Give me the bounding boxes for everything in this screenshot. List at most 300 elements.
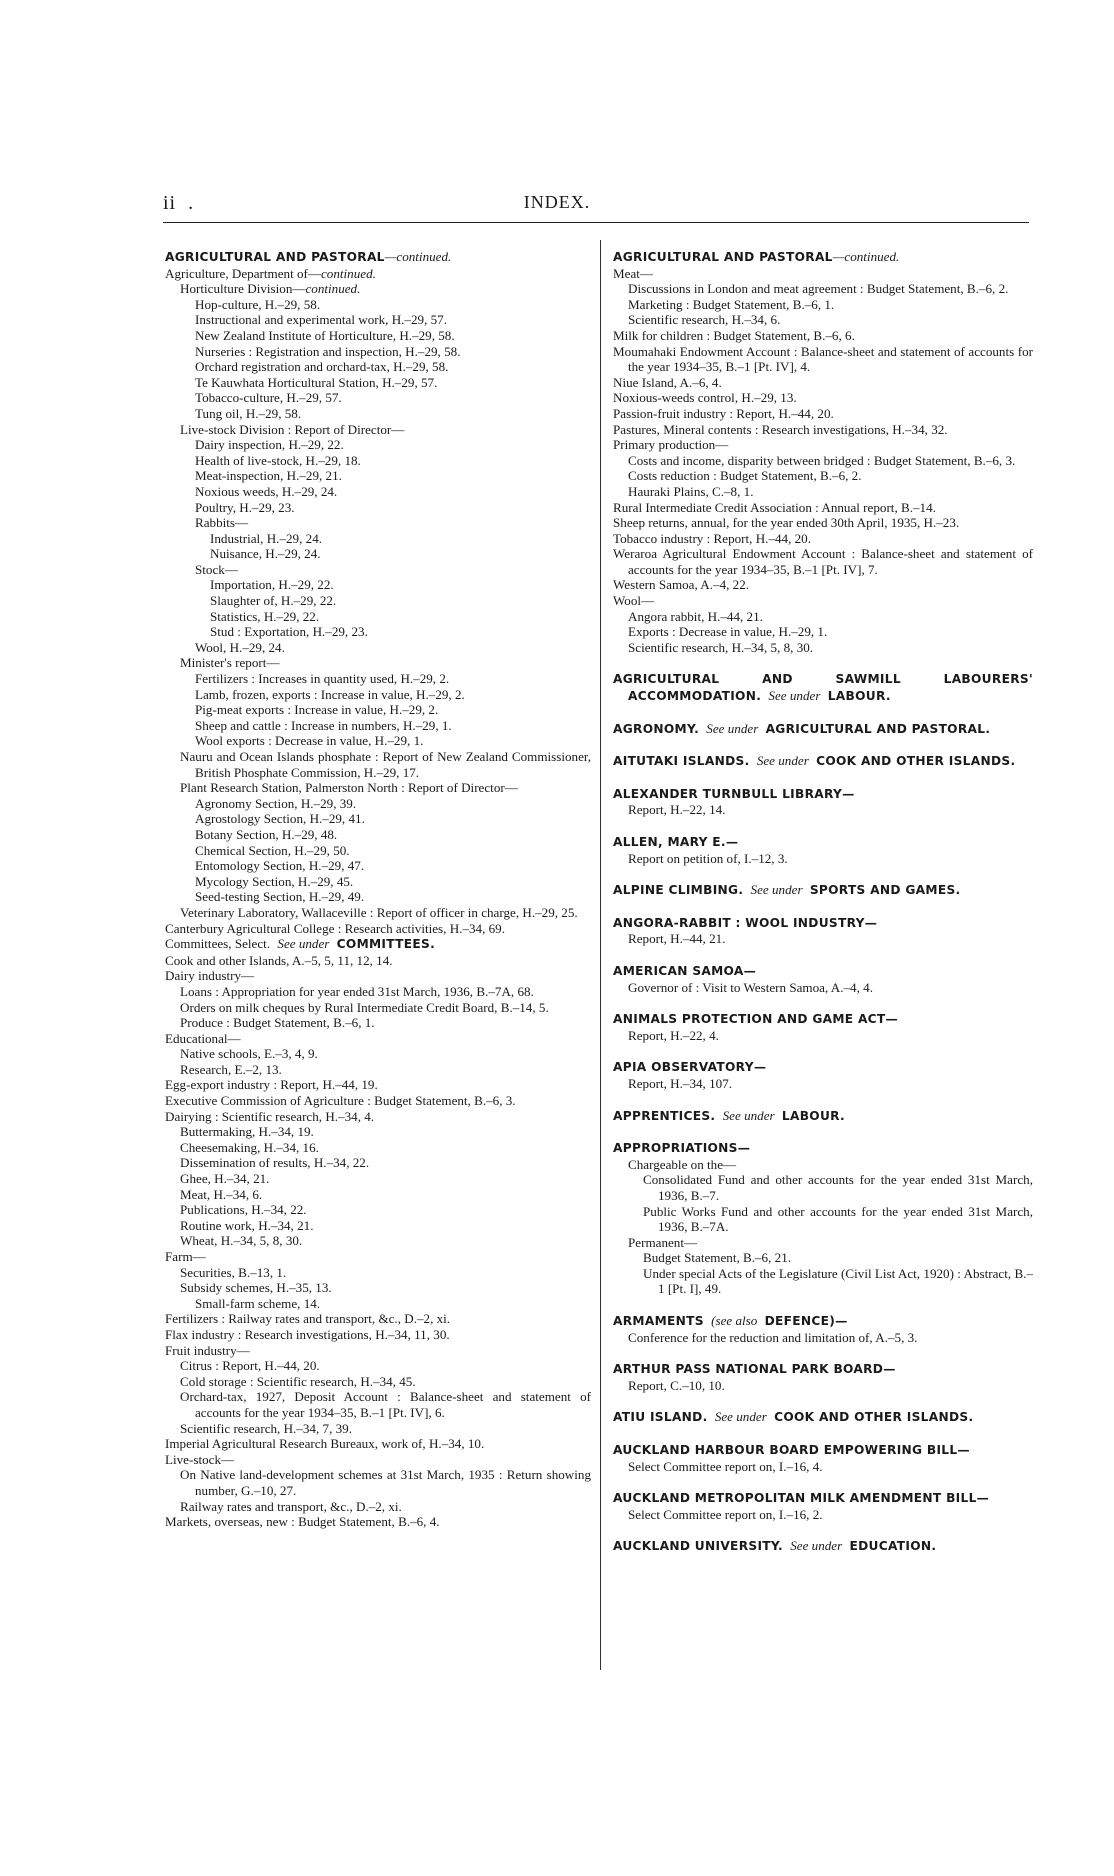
left-column (165, 249, 591, 1530)
entry-text: Noxious-weeds control, H.–29, 13. (613, 390, 797, 406)
heading-text: AGRICULTURAL AND PASTORAL (165, 250, 385, 264)
entry-text: Markets, overseas, new : Budget Statement, B.–6, 4. (165, 1514, 440, 1530)
index-heading (613, 1538, 1033, 1555)
index-entry (613, 344, 1033, 375)
index-entry (613, 593, 1033, 609)
index-entry (165, 733, 591, 749)
continued-label: —continued. (384, 249, 452, 264)
index-entry (613, 1378, 1033, 1394)
index-entry (165, 687, 591, 703)
page-number-text: ii (163, 192, 177, 214)
entry-text: Select Committee report on, I.–16, 4. (628, 1458, 823, 1474)
entry-text: Tung oil, H.–29, 58. (195, 405, 302, 421)
index-entry (165, 827, 591, 843)
entry-text: Slaughter of, H.–29, 22. (210, 593, 337, 609)
index-heading (613, 1361, 1033, 1378)
entry-text: Horticulture Division— (180, 281, 306, 297)
entry-text: Costs and income, disparity between bridged : Budget Statement, B.–6, 3. (628, 452, 1016, 468)
entry-text: Seed-testing Section, H.–29, 49. (195, 889, 365, 905)
index-entry (165, 468, 591, 484)
index-entry (165, 843, 591, 859)
cross-reference-target: COOK AND OTHER ISLANDS. (774, 1410, 974, 1425)
index-entry (165, 1140, 591, 1156)
column-divider (600, 240, 601, 1670)
see-under-label: (see also (711, 1313, 758, 1329)
index-heading (613, 249, 1033, 266)
continued-label: continued. (320, 265, 376, 281)
entry-text: Report, H.–22, 14. (628, 802, 726, 818)
index-entry (165, 1327, 591, 1343)
index-entry (613, 1266, 1033, 1297)
entry-text: Wool exports : Decrease in value, H.–29, 1. (195, 733, 424, 749)
entry-text: Weraroa Agricultural Endowment Account : Balance-sheet and statement of accounts for the year 1934–35, B.–1 [Pt. IV], 7. (613, 546, 1033, 577)
index-entry (165, 1436, 591, 1452)
entry-text: Stock— (195, 561, 238, 577)
entry-text: Wool— (613, 593, 655, 609)
entry-text: Veterinary Laboratory, Wallaceville : Report of officer in charge, H.–29, 25. (180, 904, 578, 920)
entry-text: Marketing : Budget Statement, B.–6, 1. (628, 296, 835, 312)
heading-text: AGRONOMY. (613, 721, 700, 736)
entry-text: Dairy industry— (165, 968, 255, 984)
heading-text: ARMAMENTS (613, 1314, 704, 1329)
entry-text: Discussions in London and meat agreement : Budget Statement, B.–6, 2. (628, 281, 1009, 297)
index-entry (165, 702, 591, 718)
entry-text: Select Committee report on, I.–16, 2. (628, 1506, 823, 1522)
entry-text: Orchard registration and orchard-tax, H.–29, 58. (195, 359, 449, 375)
entry-text: Niue Island, A.–6, 4. (613, 374, 722, 390)
index-entry (613, 297, 1033, 313)
index-entry (165, 1187, 591, 1203)
index-entry (165, 422, 591, 438)
index-entry (165, 546, 591, 562)
entry-text: Report, H.–22, 4. (628, 1027, 719, 1043)
index-entry (165, 453, 591, 469)
entry-text: Public Works Fund and other accounts for the year ended 31st March, 1936, B.–7A. (643, 1203, 1033, 1235)
index-entry (165, 593, 591, 609)
entry-text: Meat— (613, 265, 653, 281)
index-heading (613, 786, 1033, 803)
index-entry (613, 515, 1033, 531)
right-column (613, 249, 1033, 1555)
heading-text: ANIMALS PROTECTION AND GAME ACT— (613, 1012, 899, 1027)
index-heading (613, 1442, 1033, 1459)
index-entry (165, 1031, 591, 1047)
index-entry (613, 1076, 1033, 1092)
entry-text: Wool, H.–29, 24. (195, 639, 285, 655)
see-under-label: See under (750, 882, 803, 898)
index-entry (613, 484, 1033, 500)
index-entry (613, 1235, 1033, 1251)
index-entry (165, 1046, 591, 1062)
page-number-dot: . (188, 192, 195, 214)
index-entry (165, 375, 591, 391)
index-entry (613, 312, 1033, 328)
index-entry (613, 1507, 1033, 1523)
index-heading (613, 882, 1033, 899)
index-entry (165, 531, 591, 547)
entry-text: Orders on milk cheques by Rural Intermediate Credit Board, B.–14, 5. (180, 999, 549, 1015)
heading-text: AMERICAN SAMOA— (613, 963, 757, 978)
index-entry (165, 1499, 591, 1515)
entry-text: Citrus : Report, H.–44, 20. (180, 1358, 320, 1374)
entry-text: Live-stock— (165, 1451, 235, 1467)
entry-text: Scientific research, H.–34, 7, 39. (180, 1420, 352, 1436)
index-entry (165, 889, 591, 905)
entry-text: Committees, Select. (165, 936, 271, 952)
see-under-label: See under (790, 1538, 843, 1554)
entry-text: Small-farm scheme, 14. (195, 1295, 321, 1311)
index-heading (613, 963, 1033, 980)
entry-text: Report, H.–34, 107. (628, 1075, 733, 1091)
entry-text: Under special Acts of the Legislature (Civil List Act, 1920) : Abstract, B.–1 [Pt. I], 49. (643, 1265, 1033, 1297)
entry-text: Milk for children : Budget Statement, B.–6, 6. (613, 327, 855, 343)
cross-reference-target: EDUCATION. (849, 1539, 937, 1554)
index-entry (613, 1250, 1033, 1266)
entry-text: Pastures, Mineral contents : Research investigations, H.–34, 32. (613, 421, 948, 437)
see-under-label: See under (756, 753, 809, 769)
entry-text: Botany Section, H.–29, 48. (195, 826, 338, 842)
entry-text: Exports : Decrease in value, H.–29, 1. (628, 624, 828, 640)
heading-text: AUCKLAND UNIVERSITY. (613, 1539, 783, 1554)
entry-text: Orchard-tax, 1927, Deposit Account : Balance-sheet and statement of accounts for the year 1934–35, B.–1 [Pt. IV], 6. (180, 1389, 591, 1420)
entry-text: Nuisance, H.–29, 24. (210, 546, 321, 562)
entry-text: Lamb, frozen, exports : Increase in value, H.–29, 2. (195, 686, 465, 702)
index-entry (613, 281, 1033, 297)
index-entry (613, 980, 1033, 996)
entry-text: Dissemination of results, H.–34, 22. (180, 1155, 370, 1171)
index-entry (165, 1467, 591, 1498)
entry-text: Governor of : Visit to Western Samoa, A.–4, 4. (628, 979, 873, 995)
entry-text: Live-stock Division : Report of Director— (180, 421, 405, 437)
entry-text: Subsidy schemes, H.–35, 13. (180, 1280, 332, 1296)
index-heading (613, 834, 1033, 851)
index-entry (165, 624, 591, 640)
index-entry (165, 1093, 591, 1109)
entry-text: Scientific research, H.–34, 6. (628, 312, 781, 328)
index-entry (165, 796, 591, 812)
entry-text: Report on petition of, I.–12, 3. (628, 850, 788, 866)
heading-text: ALLEN, MARY E.— (613, 835, 739, 849)
entry-text: Sheep returns, annual, for the year ended 30th April, 1935, H.–23. (613, 515, 960, 531)
index-heading (613, 1140, 1033, 1157)
entry-text: Fertilizers : Railway rates and transport, &c., D.–2, xi. (165, 1311, 451, 1327)
entry-text: New Zealand Institute of Horticulture, H.–29, 58. (195, 327, 455, 343)
entry-text: Passion-fruit industry : Report, H.–44, 20. (613, 405, 834, 421)
entry-text: Agriculture, Department of— (165, 265, 321, 281)
entry-text: Cheesemaking, H.–34, 16. (180, 1139, 319, 1155)
entry-text: Nurseries : Registration and inspection, H.–29, 58. (195, 343, 461, 359)
index-entry (165, 874, 591, 890)
entry-text: Hop-culture, H.–29, 58. (195, 296, 321, 312)
entry-text: Moumahaki Endowment Account : Balance-sheet and statement of accounts for the year 1934–35, B.–1 [Pt. IV], 4. (613, 343, 1033, 375)
entry-text: Tobacco-culture, H.–29, 57. (195, 390, 342, 406)
index-entry (613, 266, 1033, 282)
index-entry (165, 1218, 591, 1234)
entry-text: Health of live-stock, H.–29, 18. (195, 452, 361, 468)
heading-text: AUCKLAND METROPOLITAN MILK AMENDMENT BILL— (613, 1491, 990, 1506)
entry-text: Research, E.–2, 13. (180, 1061, 282, 1077)
index-entry (613, 422, 1033, 438)
see-under-label: See under (768, 688, 821, 704)
cross-reference-target: LABOUR. (781, 1108, 845, 1123)
index-entry (165, 1452, 591, 1468)
entry-text: Meat-inspection, H.–29, 21. (195, 468, 342, 484)
see-under-label: See under (714, 1409, 767, 1425)
index-entry (165, 780, 591, 796)
index-heading (613, 915, 1033, 932)
cross-reference-target: DEFENCE)— (764, 1314, 848, 1329)
index-entry (165, 344, 591, 360)
entry-text: Angora rabbit, H.–44, 21. (628, 608, 763, 624)
index-entry (165, 1124, 591, 1140)
index-entry (165, 328, 591, 344)
index-entry (165, 968, 591, 984)
index-heading (613, 1108, 1033, 1125)
index-heading (613, 753, 1033, 770)
heading-text: AITUTAKI ISLANDS. (613, 754, 750, 769)
entry-text: Buttermaking, H.–34, 19. (180, 1124, 314, 1140)
entry-text: Routine work, H.–34, 21. (180, 1217, 314, 1233)
index-entry (613, 375, 1033, 391)
index-entry (165, 984, 591, 1000)
index-heading (613, 671, 1033, 704)
entry-text: Entomology Section, H.–29, 47. (195, 858, 365, 874)
index-entry (165, 1109, 591, 1125)
entry-text: Farm— (165, 1249, 206, 1264)
index-entry (613, 577, 1033, 593)
entry-text: Te Kauwhata Horticultural Station, H.–29, 57. (195, 374, 438, 390)
index-entry (613, 1459, 1033, 1475)
index-entry (613, 468, 1033, 484)
index-entry (165, 1421, 591, 1437)
index-entry (613, 1028, 1033, 1044)
entry-text: Wheat, H.–34, 5, 8, 30. (180, 1233, 303, 1249)
index-entry (165, 811, 591, 827)
index-entry (165, 1514, 591, 1530)
entry-text: Budget Statement, B.–6, 21. (643, 1250, 792, 1266)
entry-text: Consolidated Fund and other accounts for the year ended 31st March, 1936, B.–7. (643, 1172, 1033, 1203)
index-entry (165, 281, 591, 297)
continued-label: continued. (305, 281, 361, 297)
index-entry (613, 1204, 1033, 1235)
heading-text: APIA OBSERVATORY— (613, 1060, 767, 1075)
entry-text: Industrial, H.–29, 24. (210, 530, 323, 546)
index-entry (613, 609, 1033, 625)
index-entry (165, 1296, 591, 1312)
index-entry (165, 905, 591, 921)
heading-text: APPROPRIATIONS— (613, 1141, 751, 1156)
index-entry (165, 1015, 591, 1031)
entry-text: Fertilizers : Increases in quantity used, H.–29, 2. (195, 671, 450, 687)
entry-text: Educational— (165, 1030, 241, 1046)
entry-text: Imperial Agricultural Research Bureaux, work of, H.–34, 10. (165, 1436, 485, 1452)
index-entry (165, 953, 591, 969)
index-entry (165, 1077, 591, 1093)
entry-text: Permanent— (628, 1234, 698, 1250)
entry-text: Railway rates and transport, &c., D.–2, xi. (180, 1498, 402, 1514)
index-entry (165, 1171, 591, 1187)
index-heading (613, 1011, 1033, 1028)
index-entry (165, 1155, 591, 1171)
index-heading (613, 1059, 1033, 1076)
index-entry (165, 936, 591, 953)
entry-text: Produce : Budget Statement, B.–6, 1. (180, 1015, 375, 1031)
entry-text: Tobacco industry : Report, H.–44, 20. (613, 530, 812, 546)
index-entry (165, 1000, 591, 1016)
index-entry (165, 312, 591, 328)
entry-text: Dairying : Scientific research, H.–34, 4. (165, 1108, 375, 1124)
entry-text: Agronomy Section, H.–29, 39. (195, 795, 357, 811)
entry-text: Cold storage : Scientific research, H.–34, 45. (180, 1373, 416, 1389)
heading-text: ALEXANDER TURNBULL LIBRARY— (613, 786, 855, 801)
index-entry (165, 266, 591, 282)
index-entry (613, 328, 1033, 344)
heading-text: ATIU ISLAND. (613, 1410, 708, 1425)
index-entry (165, 437, 591, 453)
heading-text: ARTHUR PASS NATIONAL PARK BOARD— (613, 1362, 896, 1377)
cross-reference-target: LABOUR. (827, 689, 891, 704)
index-entry (613, 390, 1033, 406)
see-under-label: See under (706, 720, 759, 736)
entry-text: Nauru and Ocean Islands phosphate : Report of New Zealand Commissioner, British Phosphate Commission, H.–29, 17. (180, 749, 591, 780)
entry-text: Rabbits— (195, 515, 249, 531)
page-title: INDEX. (523, 192, 591, 212)
entry-text: Rural Intermediate Credit Association : Annual report, B.–14. (613, 499, 936, 515)
index-heading (613, 721, 1033, 738)
index-entry (165, 515, 591, 531)
entry-text: Cook and other Islands, A.–5, 5, 11, 12, 14. (165, 952, 393, 968)
index-entry (165, 718, 591, 734)
index-entry (613, 802, 1033, 818)
index-entry (165, 1280, 591, 1296)
index-entry (613, 1157, 1033, 1173)
index-heading (613, 1490, 1033, 1507)
entry-text: Statistics, H.–29, 22. (210, 608, 320, 624)
index-entry (165, 1062, 591, 1078)
entry-text: Fruit industry— (165, 1342, 250, 1358)
index-entry (165, 297, 591, 313)
entry-text: Report, H.–44, 21. (628, 931, 726, 947)
continued-label: —continued. (832, 249, 900, 264)
index-entry (613, 531, 1033, 547)
index-entry (613, 546, 1033, 577)
entry-text: Importation, H.–29, 22. (210, 577, 334, 593)
entry-text: Stud : Exportation, H.–29, 23. (210, 624, 368, 640)
entry-text: Chemical Section, H.–29, 50. (195, 842, 350, 858)
index-entry (613, 437, 1033, 453)
index-entry (165, 406, 591, 422)
index-entry (165, 1343, 591, 1359)
index-entry (165, 655, 591, 671)
entry-text: Poultry, H.–29, 23. (195, 499, 295, 515)
index-entry (613, 624, 1033, 640)
index-entry (165, 484, 591, 500)
entry-text: Noxious weeds, H.–29, 24. (195, 483, 338, 499)
index-entry (165, 1389, 591, 1420)
entry-text: Plant Research Station, Palmerston North : Report of Director— (180, 780, 518, 796)
entry-text: Securities, B.–13, 1. (180, 1264, 287, 1280)
heading-text: ALPINE CLIMBING. (613, 883, 744, 898)
entry-text: Dairy inspection, H.–29, 22. (195, 437, 344, 453)
entry-text: Conference for the reduction and limitation of, A.–5, 3. (628, 1329, 918, 1345)
index-entry (165, 749, 591, 780)
index-entry (165, 577, 591, 593)
index-entry (165, 921, 591, 937)
index-entry (165, 671, 591, 687)
entry-text: Loans : Appropriation for year ended 31st March, 1936, B.–7A, 68. (180, 983, 534, 999)
entry-text: Western Samoa, A.–4, 22. (613, 577, 750, 593)
entry-text: Primary production— (613, 437, 729, 453)
cross-reference-target: SPORTS AND GAMES. (809, 883, 961, 898)
see-under-label: See under (277, 936, 330, 952)
index-entry (165, 1233, 591, 1249)
entry-text: Hauraki Plains, C.–8, 1. (628, 483, 754, 499)
heading-text: ANGORA-RABBIT : WOOL INDUSTRY— (613, 915, 878, 930)
index-entry (165, 1249, 591, 1265)
entry-text: Publications, H.–34, 22. (180, 1202, 307, 1218)
index-entry (165, 390, 591, 406)
entry-text: Minister's report— (180, 655, 280, 671)
heading-text: AGRICULTURAL AND SAWMILL LABOURERS' ACCOMMODATION. (613, 672, 1033, 704)
index-entry (165, 500, 591, 516)
index-entry (165, 858, 591, 874)
entry-text: Mycology Section, H.–29, 45. (195, 873, 354, 889)
entry-text: Costs reduction : Budget Statement, B.–6, 2. (628, 468, 862, 484)
cross-reference-target: AGRICULTURAL AND PASTORAL. (765, 721, 991, 736)
index-entry (613, 406, 1033, 422)
entry-text: Chargeable on the— (628, 1156, 737, 1172)
index-entry (613, 500, 1033, 516)
cross-reference-target: COOK AND OTHER ISLANDS. (816, 754, 1016, 769)
index-heading (613, 1313, 1033, 1330)
header-rule (163, 222, 1029, 223)
index-entry (613, 851, 1033, 867)
index-entry (613, 1172, 1033, 1203)
entry-text: Sheep and cattle : Increase in numbers, H.–29, 1. (195, 717, 452, 733)
see-under-label: See under (722, 1107, 775, 1123)
entry-text: Meat, H.–34, 6. (180, 1186, 263, 1202)
index-heading (613, 1409, 1033, 1426)
index-entry (165, 1311, 591, 1327)
entry-text: Flax industry : Research investigations, H.–34, 11, 30. (165, 1326, 450, 1342)
entry-text: Pig-meat exports : Increase in value, H.–29, 2. (195, 702, 439, 718)
cross-reference-target: COMMITTEES. (336, 937, 436, 952)
entry-text: Canterbury Agricultural College : Research activities, H.–34, 69. (165, 920, 505, 936)
heading-text: APPRENTICES. (613, 1108, 716, 1123)
index-heading (165, 249, 591, 266)
index-entry (613, 931, 1033, 947)
entry-text: Executive Commission of Agriculture : Budget Statement, B.–6, 3. (165, 1093, 516, 1109)
entry-text: Scientific research, H.–34, 5, 8, 30. (628, 639, 814, 655)
index-entry (165, 359, 591, 375)
index-entry (165, 562, 591, 578)
index-entry (165, 1374, 591, 1390)
entry-text: On Native land-development schemes at 31st March, 1935 : Return showing number, G.–10, 27. (180, 1467, 591, 1498)
entry-text: Native schools, E.–3, 4, 9. (180, 1046, 318, 1062)
index-entry (613, 1330, 1033, 1346)
heading-text: AGRICULTURAL AND PASTORAL (613, 250, 833, 264)
entry-text: Instructional and experimental work, H.–29, 57. (195, 312, 447, 328)
heading-text: AUCKLAND HARBOUR BOARD EMPOWERING BILL— (613, 1443, 970, 1458)
entry-text: Ghee, H.–34, 21. (180, 1171, 270, 1187)
index-entry (165, 640, 591, 656)
entry-text: Egg-export industry : Report, H.–44, 19. (165, 1077, 378, 1093)
index-entry (165, 1358, 591, 1374)
entry-text: Agrostology Section, H.–29, 41. (195, 811, 365, 827)
index-entry (165, 609, 591, 625)
index-entry (165, 1202, 591, 1218)
entry-text: Report, C.–10, 10. (628, 1377, 725, 1393)
